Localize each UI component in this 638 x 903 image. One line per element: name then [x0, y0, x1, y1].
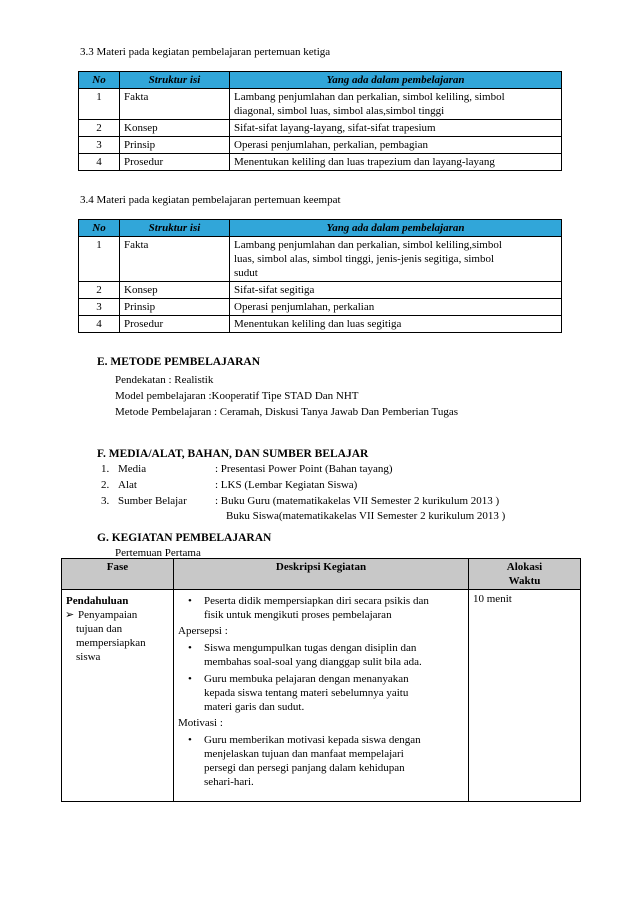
bullet-icon: •	[188, 673, 192, 685]
bullet-line: Siswa mengumpulkan tugas dengan disiplin dan	[204, 642, 417, 654]
cell-line: diagonal, simbol luas, simbol alas,simbol tinggi	[234, 105, 445, 117]
bullet-line: fisik untuk mengikuti proses pembelajaran	[204, 609, 392, 621]
cell-isi	[230, 89, 562, 120]
bullet-line: kepada siswa tentang materi sebelumnya yaitu	[204, 687, 409, 699]
bullet-line: persegi dan persegi panjang dalam kehidupan	[204, 762, 405, 774]
cell-fase	[62, 590, 174, 802]
fase-title: Pendahuluan	[66, 595, 129, 607]
metode-line: Model pembelajaran :Kooperatif Tipe STAD Dan NHT	[115, 390, 359, 402]
motivasi-label: Motivasi :	[178, 717, 223, 729]
cell-struktur: Prosedur	[120, 316, 230, 333]
item-value: : LKS (Lembar Kegiatan Siswa)	[215, 479, 358, 491]
table-row	[79, 154, 562, 171]
fase-item-line: Penyampaian	[78, 609, 138, 621]
table-row	[62, 590, 581, 802]
bullet-line: membahas soal-soal yang dianggap sulit bila ada.	[204, 656, 422, 668]
cell-no: 1	[79, 237, 120, 282]
cell-isi	[230, 237, 562, 282]
cell-isi: Menentukan keliling dan luas segitiga	[230, 316, 562, 333]
cell-struktur: Prinsip	[120, 299, 230, 316]
bullet-icon: •	[188, 595, 192, 607]
col-struktur: Struktur isi	[120, 72, 230, 89]
col-struktur: Struktur isi	[120, 220, 230, 237]
bullet-item	[178, 672, 464, 714]
cell-deskripsi	[174, 590, 469, 802]
table-3-3	[78, 71, 562, 171]
col-deskripsi: Deskripsi Kegiatan	[174, 559, 469, 590]
pertemuan-label: Pertemuan Pertama	[115, 547, 201, 559]
cell-struktur: Prosedur	[120, 154, 230, 171]
media-item-extra: Buku Siswa(matematikakelas VII Semester 2 kurikulum 2013 )	[226, 510, 506, 522]
fase-item-line: siswa	[76, 651, 101, 663]
item-number: 2.	[101, 479, 110, 491]
table-row	[79, 316, 562, 333]
col-isi: Yang ada dalam pembelajaran	[230, 72, 562, 89]
table-row	[79, 120, 562, 137]
cell-isi: Operasi penjumlahan, perkalian	[230, 299, 562, 316]
table-header	[62, 559, 581, 590]
bullet-line: materi garis dan sudut.	[204, 701, 305, 713]
table-row	[79, 237, 562, 282]
cell-struktur: Konsep	[120, 120, 230, 137]
item-value: : Buku Guru (matematikakelas VII Semester 2 kurikulum 2013 )	[215, 495, 500, 507]
cell-no: 2	[79, 120, 120, 137]
arrow-bullet-icon: ➢	[65, 609, 75, 621]
cell-struktur: Fakta	[120, 237, 230, 282]
table-header	[79, 72, 562, 89]
fase-item-line: tujuan dan	[76, 623, 123, 635]
item-label: Alat	[118, 479, 137, 491]
bullet-line: menjelaskan tujuan dan manfaat mempelajari	[204, 748, 404, 760]
bullet-line: sehari-hari.	[204, 776, 254, 788]
col-alokasi-line: Waktu	[508, 575, 541, 587]
cell-line: Lambang penjumlahan dan perkalian, simbol keliling,simbol	[234, 239, 502, 251]
media-item	[101, 462, 393, 476]
media-item	[101, 494, 500, 508]
cell-isi: Sifat-sifat segitiga	[230, 282, 562, 299]
table-row	[79, 137, 562, 154]
fase-item	[66, 608, 169, 622]
cell-isi: Operasi penjumlahan, perkalian, pembagian	[230, 137, 562, 154]
item-number: 3.	[101, 495, 110, 507]
cell-no: 3	[79, 299, 120, 316]
metode-line: Metode Pembelajaran : Ceramah, Diskusi Tanya Jawab Dan Pemberian Tugas	[115, 406, 459, 418]
table-3-4	[78, 219, 562, 333]
cell-struktur: Prinsip	[120, 137, 230, 154]
cell-struktur: Fakta	[120, 89, 230, 120]
cell-no: 1	[79, 89, 120, 120]
table-row	[79, 89, 562, 120]
cell-isi: Sifat-sifat layang-layang, sifat-sifat trapesium	[230, 120, 562, 137]
fase-item-line: mempersiapkan	[76, 637, 146, 649]
kegiatan-table	[61, 558, 581, 802]
table-row	[79, 299, 562, 316]
cell-line: luas, simbol alas, simbol tinggi, jenis-jenis segitiga, simbol	[234, 253, 495, 265]
bullet-line: Guru memberikan motivasi kepada siswa dengan	[204, 734, 421, 746]
cell-line: sudut	[234, 267, 258, 279]
col-no: No	[79, 220, 120, 237]
cell-line: Lambang penjumlahan dan perkalian, simbol keliling, simbol	[234, 91, 505, 103]
cell-isi: Menentukan keliling dan luas trapezium dan layang-layang	[230, 154, 562, 171]
metode-line: Pendekatan : Realistik	[115, 374, 214, 386]
section-3-4-heading: 3.4 Materi pada kegiatan pembelajaran pertemuan keempat	[80, 194, 341, 206]
col-no: No	[79, 72, 120, 89]
bullet-item	[178, 594, 464, 622]
table-row	[79, 282, 562, 299]
cell-no: 3	[79, 137, 120, 154]
bullet-item	[178, 641, 464, 669]
section-f-heading: F. MEDIA/ALAT, BAHAN, DAN SUMBER BELAJAR	[97, 448, 369, 460]
section-e-heading: E. METODE PEMBELAJARAN	[97, 356, 261, 368]
col-fase: Fase	[62, 559, 174, 590]
section-g-heading: G. KEGIATAN PEMBELAJARAN	[97, 532, 272, 544]
cell-no: 4	[79, 316, 120, 333]
bullet-line: Peserta didik mempersiapkan diri secara psikis dan	[204, 595, 429, 607]
bullet-line: Guru membuka pelajaran dengan menanyakan	[204, 673, 409, 685]
table-header	[79, 220, 562, 237]
cell-no: 2	[79, 282, 120, 299]
apersepsi-label: Apersepsi :	[178, 625, 228, 637]
cell-struktur: Konsep	[120, 282, 230, 299]
col-alokasi	[469, 559, 581, 590]
bullet-item	[178, 733, 464, 789]
col-isi: Yang ada dalam pembelajaran	[230, 220, 562, 237]
bullet-icon: •	[188, 642, 192, 654]
cell-alokasi: 10 menit	[469, 590, 581, 802]
item-value: : Presentasi Power Point (Bahan tayang)	[215, 463, 393, 475]
item-label: Media	[118, 463, 147, 475]
item-number: 1.	[101, 463, 110, 475]
bullet-icon: •	[188, 734, 192, 746]
cell-no: 4	[79, 154, 120, 171]
section-3-3-heading: 3.3 Materi pada kegiatan pembelajaran pertemuan ketiga	[80, 46, 331, 58]
item-label: Sumber Belajar	[118, 495, 187, 507]
col-alokasi-line: Alokasi	[506, 561, 543, 573]
media-item	[101, 478, 358, 492]
